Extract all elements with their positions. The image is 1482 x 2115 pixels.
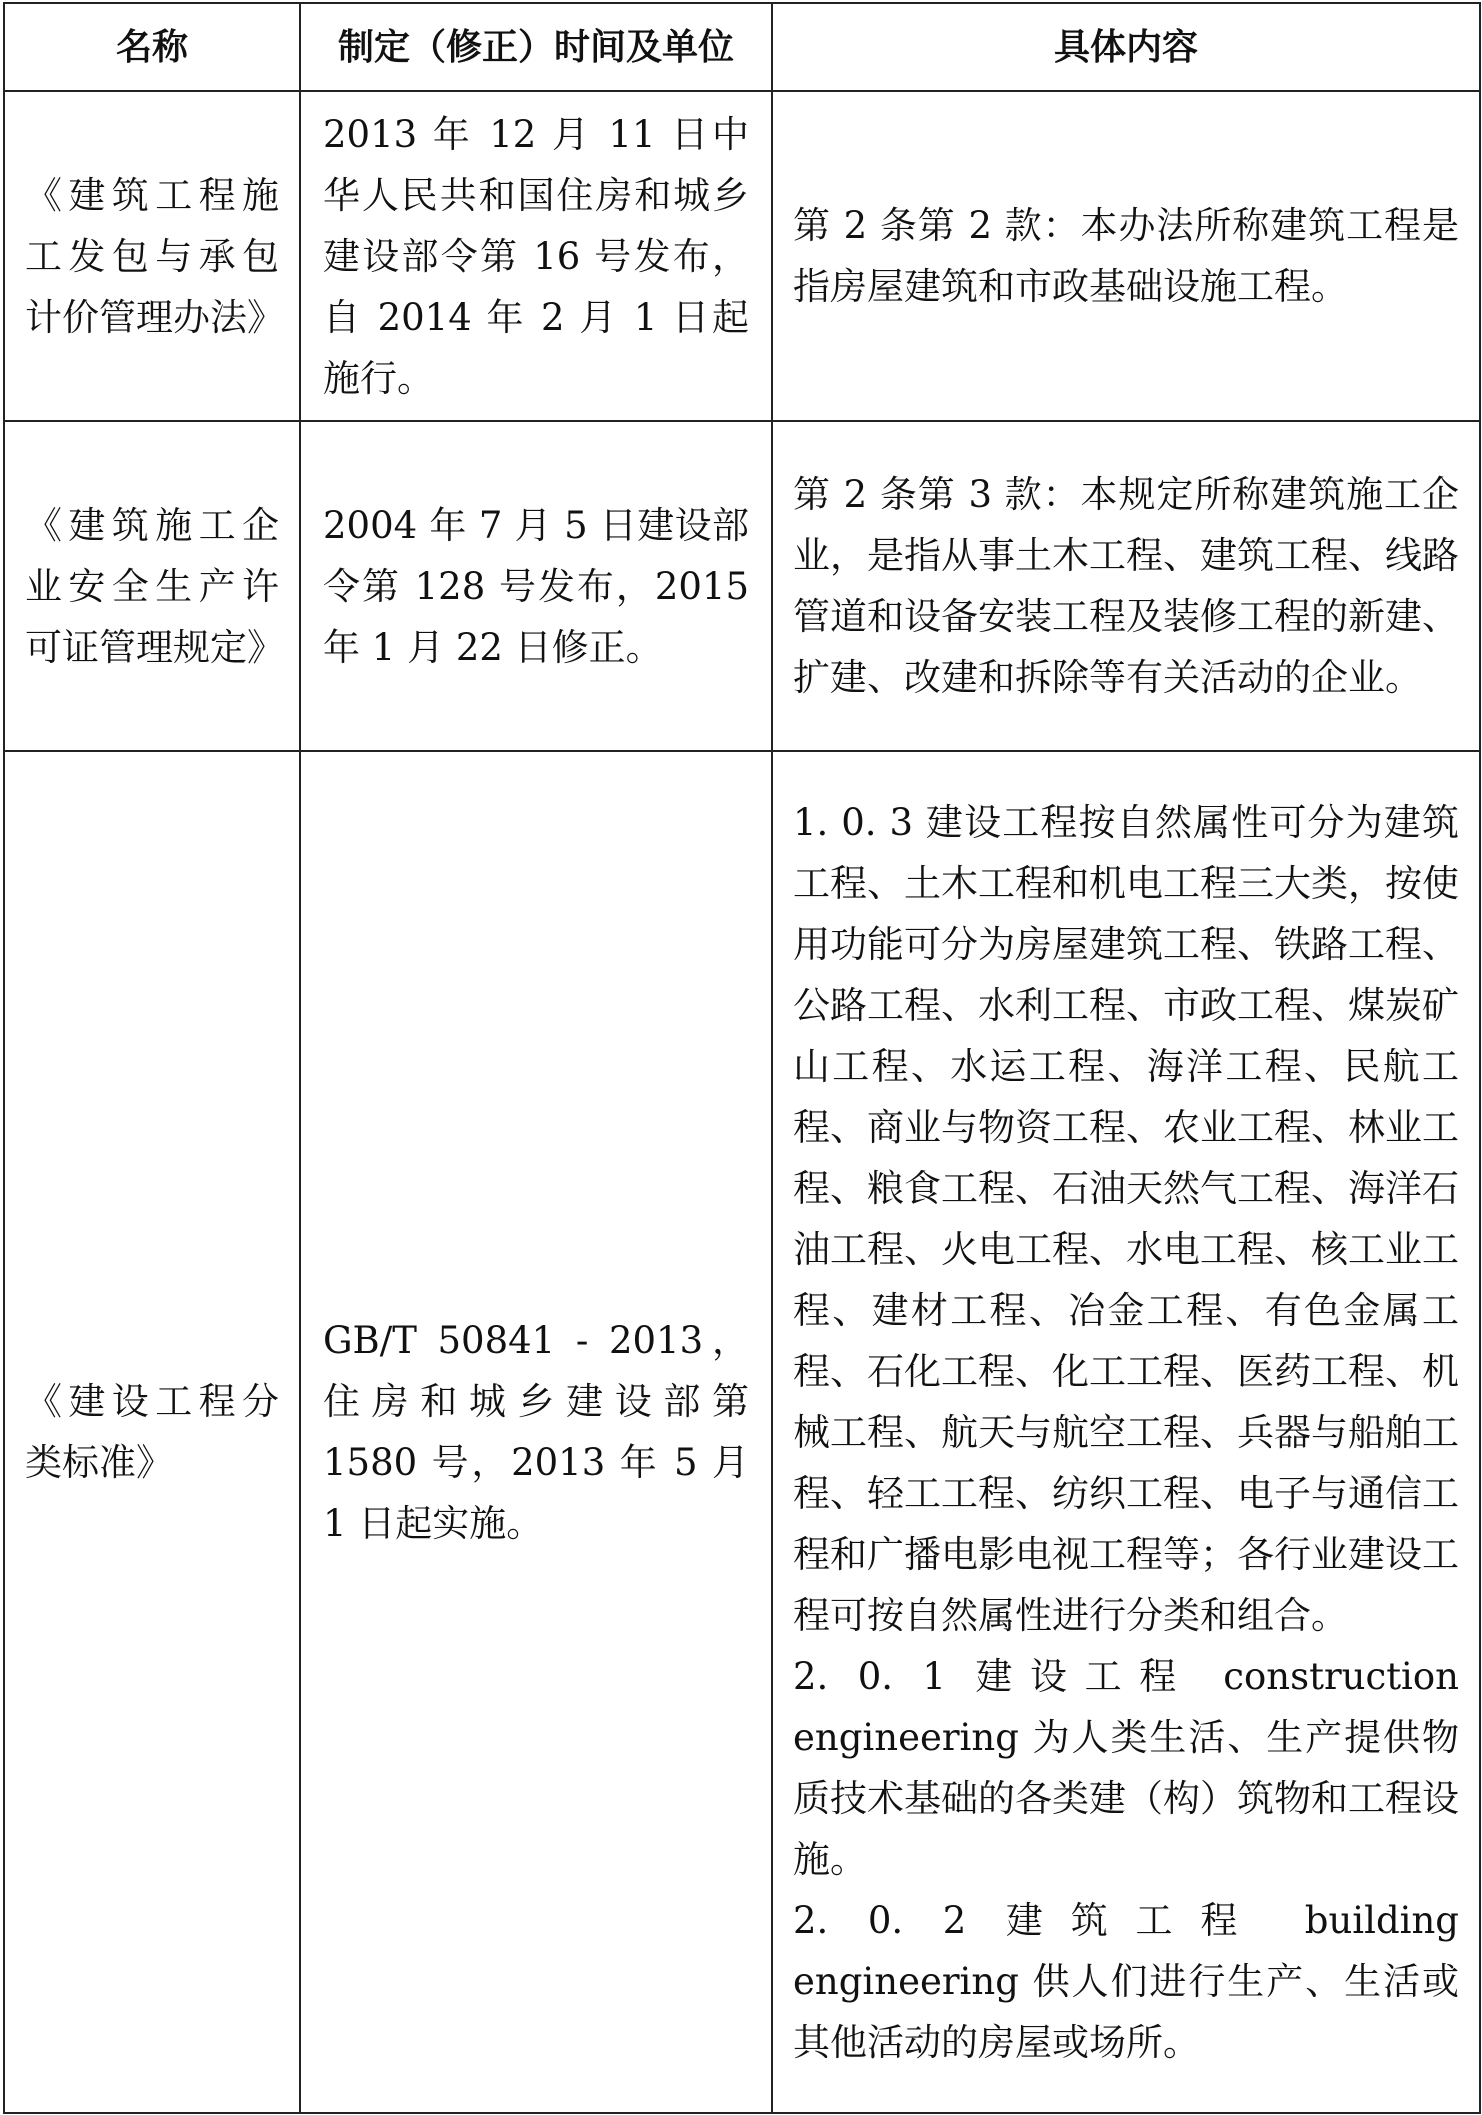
content-paragraph: 第 2 条第 2 款：本办法所称建筑工程是指房屋建筑和市政基础设施工程。 <box>793 204 1459 308</box>
header-name: 名称 <box>4 3 300 91</box>
regulation-name: 《建设工程分类标准》 <box>4 751 300 2113</box>
content-paragraph: 2. 0. 2 建筑工程 building engineering 供人们进行生产、生活或其他活动的房屋或场所。 <box>793 1898 1459 2064</box>
content-paragraph: 1. 0. 3 建设工程按自然属性可分为建筑工程、土木工程和机电工程三大类，按使用功能可分为房屋建筑工程、铁路工程、公路工程、水利工程、市政工程、煤炭矿山工程、水运工程、海洋工程、民航工程、商业与物资工程、农业工程、林业工程、粮食工程、石油天然气工程、海洋石油工程、火电工程、水电工程、核工业工程、建材工程、冶金工程、有色金属工程、石化工程、化工工程、医药工程、机械工程、航天与航空工程、兵器与船舶工程、轻工工程、纺织工程、电子与通信工程和广播电影电视工程等；各行业建设工程可按自然属性进行分类和组合。 <box>793 800 1459 1637</box>
regulations-table <box>3 2 1481 2114</box>
table-row <box>4 421 1480 751</box>
regulation-content <box>772 751 1480 2113</box>
regulation-name: 《建筑工程施工发包与承包计价管理办法》 <box>4 91 300 421</box>
regulation-content <box>772 421 1480 751</box>
header-content: 具体内容 <box>772 3 1480 91</box>
regulation-time-unit: GB/T 50841 - 2013，住房和城乡建设部第 1580 号，2013 年 5 月 1 日起实施。 <box>300 751 772 2113</box>
table-row <box>4 751 1480 2113</box>
content-paragraph: 2. 0. 1 建设工程 construction engineering 为人类生活、生产提供物质技术基础的各类建（构）筑物和工程设施。 <box>793 1654 1459 1881</box>
table-row <box>4 91 1480 421</box>
table-header-row <box>4 3 1480 91</box>
regulation-time-unit: 2004 年 7 月 5 日建设部令第 128 号发布，2015 年 1 月 22 日修正。 <box>300 421 772 751</box>
content-paragraph: 第 2 条第 3 款：本规定所称建筑施工企业，是指从事土木工程、建筑工程、线路管道和设备安装工程及装修工程的新建、扩建、改建和拆除等有关活动的企业。 <box>793 473 1459 699</box>
regulation-content <box>772 91 1480 421</box>
regulation-name: 《建筑施工企业安全生产许可证管理规定》 <box>4 421 300 751</box>
regulation-time-unit: 2013 年 12 月 11 日中华人民共和国住房和城乡建设部令第 16 号发布，自 2014 年 2 月 1 日起施行。 <box>300 91 772 421</box>
header-time-unit: 制定（修正）时间及单位 <box>300 3 772 91</box>
